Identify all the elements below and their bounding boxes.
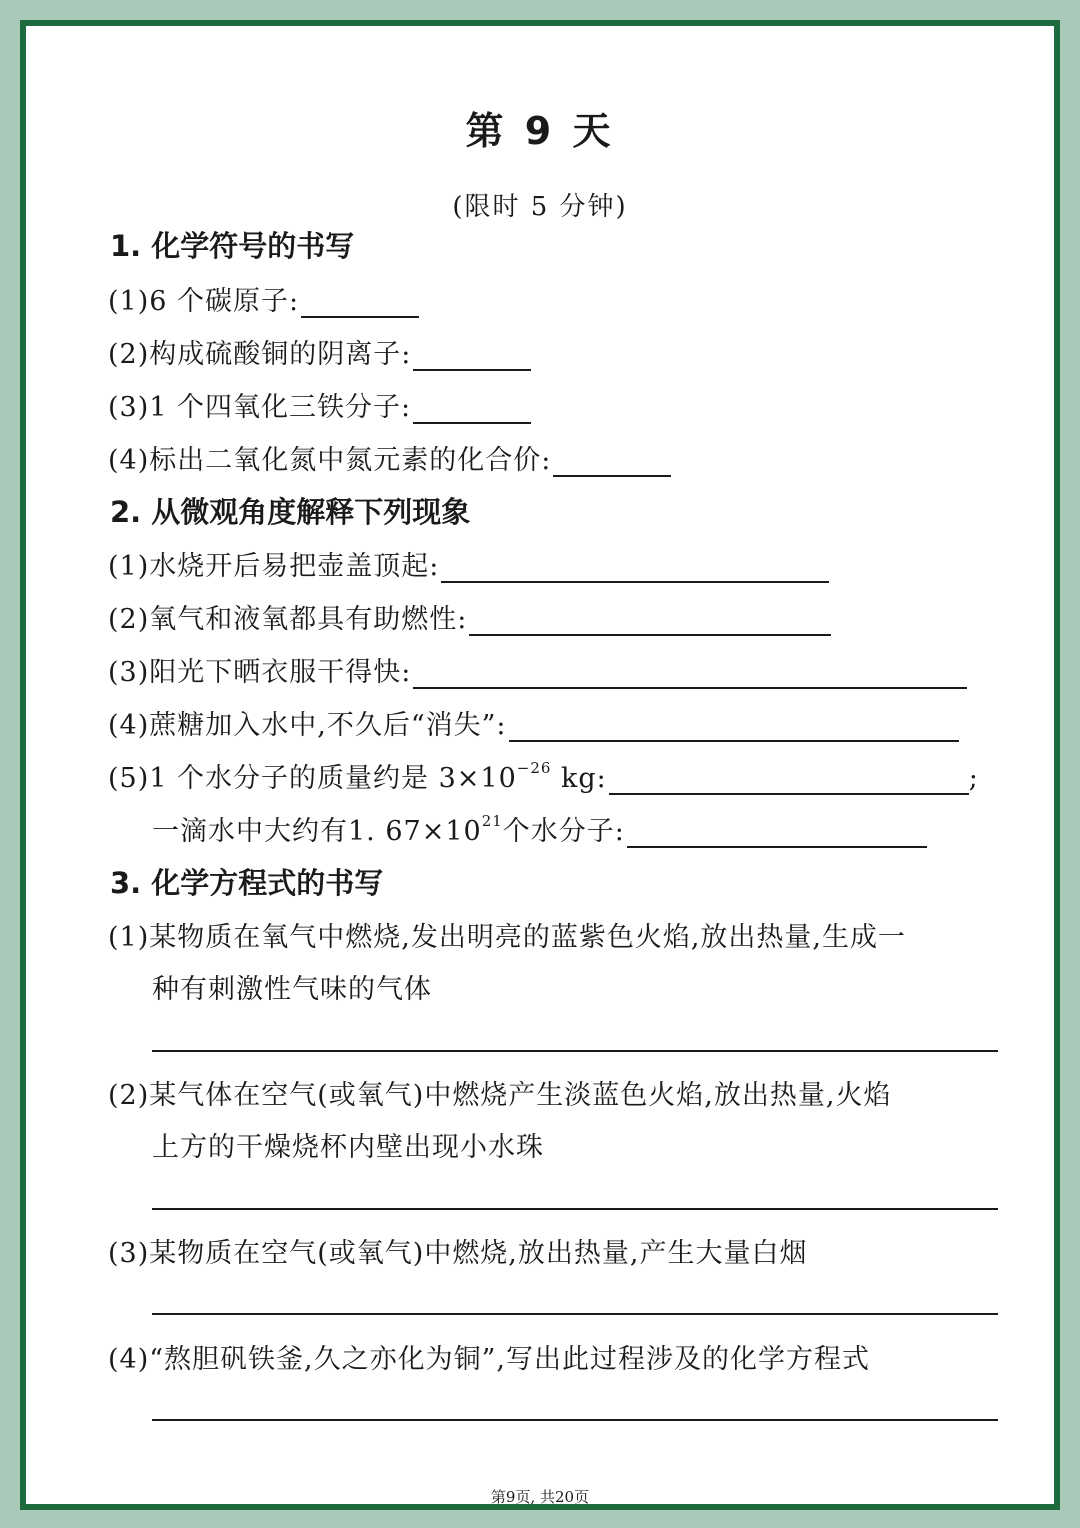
section-3-heading: 3. 化学方程式的书写: [110, 866, 384, 900]
semicolon: ;: [968, 763, 979, 794]
answer-blank[interactable]: [301, 286, 419, 318]
answer-line-3-3[interactable]: [152, 1313, 998, 1315]
question-3-1-line1: (1)某物质在氧气中燃烧,发出明亮的蓝紫色火焰,放出热量,生成一: [108, 922, 906, 953]
question-2-1: [108, 544, 829, 583]
answer-blank[interactable]: [469, 604, 831, 636]
answer-blank[interactable]: [441, 551, 829, 583]
question-text: (4)标出二氧化氮中氮元素的化合价:: [108, 445, 552, 476]
exponent: 21: [481, 812, 503, 830]
section-2-heading: 2. 从微观角度解释下列现象: [110, 495, 471, 529]
unit: kg:: [551, 763, 607, 794]
question-2-5: [108, 756, 979, 795]
answer-blank[interactable]: [509, 710, 959, 742]
question-text: (1)水烧开后易把壶盖顶起:: [108, 551, 440, 582]
answer-blank[interactable]: [413, 657, 967, 689]
section-1-heading: 1. 化学符号的书写: [110, 229, 355, 263]
question-text: (2)构成硫酸铜的阴离子:: [108, 339, 412, 370]
question-2-4: [108, 703, 959, 742]
question-3-3: (3)某物质在空气(或氧气)中燃烧,放出热量,产生大量白烟: [108, 1238, 808, 1269]
answer-blank[interactable]: [627, 816, 927, 848]
question-text: (1)6 个碳原子:: [108, 286, 300, 317]
answer-blank[interactable]: [413, 392, 531, 424]
answer-blank[interactable]: [609, 763, 969, 795]
question-1-4: [108, 438, 671, 477]
exponent: −26: [516, 759, 552, 777]
question-1-3: [108, 385, 531, 424]
question-3-4: (4)“熬胆矾铁釜,久之亦化为铜”,写出此过程涉及的化学方程式: [108, 1344, 871, 1375]
question-3-2-line1: (2)某气体在空气(或氧气)中燃烧产生淡蓝色火焰,放出热量,火焰: [108, 1080, 892, 1111]
answer-line-3-2[interactable]: [152, 1208, 998, 1210]
question-1-1: [108, 279, 419, 318]
question-text: (5)1 个水分子的质量约是 3×10: [108, 763, 517, 794]
time-limit: (限时 5 分钟): [452, 192, 628, 222]
question-3-1-line2: 种有刺激性气味的气体: [152, 974, 432, 1005]
question-text-tail: 个水分子:: [502, 816, 625, 847]
question-text: (3)阳光下晒衣服干得快:: [108, 657, 412, 688]
answer-blank[interactable]: [553, 445, 671, 477]
question-3-2-line2: 上方的干燥烧杯内壁出现小水珠: [152, 1132, 544, 1163]
page-title: 第 9 天: [465, 109, 615, 153]
question-text: (4)蔗糖加入水中,不久后“消失”:: [108, 710, 507, 741]
question-text: (2)氧气和液氧都具有助燃性:: [108, 604, 468, 635]
question-2-2: [108, 597, 831, 636]
question-text: (3)1 个四氧化三铁分子:: [108, 392, 412, 423]
answer-blank[interactable]: [413, 339, 531, 371]
question-2-3: [108, 650, 967, 689]
answer-line-3-4[interactable]: [152, 1419, 998, 1421]
question-text: 一滴水中大约有1. 67×10: [152, 816, 482, 847]
question-2-5-part2: [152, 809, 927, 848]
answer-line-3-1[interactable]: [152, 1050, 998, 1052]
worksheet-page: [20, 20, 1060, 1510]
question-1-2: [108, 332, 531, 371]
page-footer: 第9页, 共20页: [490, 1488, 590, 1506]
